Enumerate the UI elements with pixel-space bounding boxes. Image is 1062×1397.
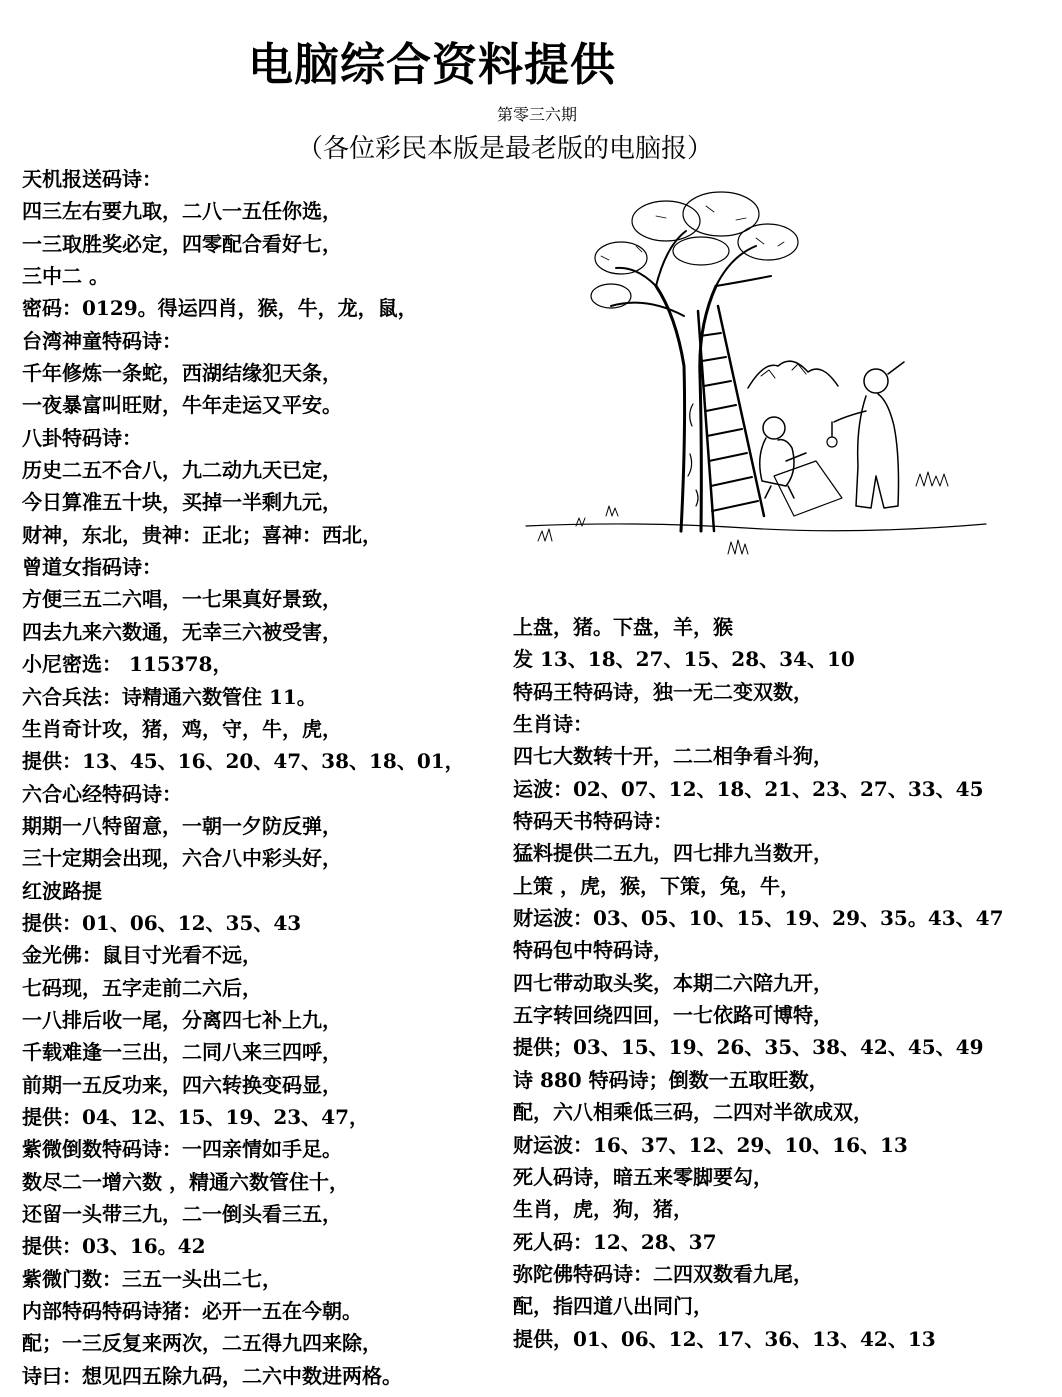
left-text-column — [22, 168, 465, 1397]
left-column-line: 紫微倒数特码诗：一四亲情如手足。 — [22, 1137, 342, 1162]
left-column-line: 历史二五不合八，九二动九天已定， — [22, 458, 342, 483]
right-column-line: 死人码诗，暗五来零脚要勾， — [513, 1164, 773, 1189]
left-column-line: 内部特码特码诗猪：必开一五在今朝。 — [22, 1299, 362, 1324]
left-column-line: 提供：03、16。42 — [22, 1234, 206, 1259]
left-column-line: 数尽二一增六数 ，精通六数管住十， — [22, 1169, 349, 1194]
right-column-line: 四七带动取头奖，本期二六陪九开， — [513, 970, 833, 995]
left-column-line: 期期一八特留意，一朝一夕防反弹， — [22, 813, 342, 838]
left-column-line: 生肖奇计攻，猪，鸡，守，牛，虎， — [22, 716, 342, 741]
right-column-line: 提供；03、15、19、26、35、38、42、45、49 — [513, 1035, 984, 1060]
subtitle: （各位彩民本版是最老版的电脑报） — [297, 134, 714, 164]
right-column-line: 五字转回绕四回，一七依路可博特， — [513, 1003, 833, 1028]
issue-number: 第零三六期 — [497, 105, 578, 124]
left-column-line: 千载难逢一三出，二同八来三四呼， — [22, 1040, 342, 1065]
right-column-line: 配，六八相乘低三码，二四对半欲成双， — [513, 1100, 873, 1125]
left-column-line: 一三取胜奖必定，四零配合看好七， — [22, 231, 342, 256]
right-column-line: 猛料提供二五九，四七排九当数开， — [513, 841, 833, 866]
left-column-line: 台湾神童特码诗： — [22, 328, 182, 353]
right-column-line: 发 13、18、27、15、28、34、10 — [513, 647, 855, 672]
left-column-line: 财神，东北，贵神：正北；喜神：西北， — [22, 522, 382, 547]
right-column-line: 生肖诗： — [513, 712, 593, 737]
right-column-line: 弥陀佛特码诗：二四双数看九尾， — [513, 1261, 813, 1286]
left-column-line: 密码：0129。得运四肖，猴，牛，龙，鼠， — [22, 296, 418, 321]
right-column-line: 诗 880 特码诗；倒数一五取旺数， — [513, 1067, 829, 1092]
left-column-line: 今日算准五十块，买掉一半剩九元， — [22, 490, 342, 515]
right-column-line: 特码包中特码诗， — [513, 938, 673, 963]
right-column-line: 运波：02、07、12、18、21、23、27、33、45 — [513, 776, 984, 801]
left-column-line: 六合心经特码诗： — [22, 781, 182, 806]
left-column-line: 配；一三反复来两次，二五得九四来除， — [22, 1331, 382, 1356]
right-text-column — [513, 616, 1004, 1360]
page-title: 电脑综合资料提供 — [248, 38, 617, 91]
left-column-line: 方便三五二六唱，一七果真好景致， — [22, 587, 342, 612]
left-column-line: 金光佛：鼠目寸光看不远， — [22, 943, 262, 968]
left-column-line: 紫微门数：三五一头出二七， — [22, 1266, 282, 1291]
tree-ladder-illustration — [516, 176, 992, 580]
right-column-line: 特码天书特码诗： — [513, 809, 673, 834]
left-column-line: 红波路提 — [22, 878, 102, 903]
left-column-line: 七码现，五字走前二六后， — [22, 975, 262, 1000]
left-column-line: 还留一头带三九，二一倒头看三五， — [22, 1202, 342, 1226]
right-column-line: 配，指四道八出同门， — [513, 1294, 713, 1319]
left-column-line: 四三左右要九取，二八一五任你选， — [22, 199, 342, 224]
left-column-line: 六合兵法：诗精通六数管住 11。 — [22, 684, 317, 709]
right-column-line: 财运波：03、05、10、15、19、29、35。43、47 — [513, 906, 1004, 931]
left-column-line: 三十定期会出现，六合八中彩头好， — [22, 846, 342, 871]
left-column-line: 提供：13、45、16、20、47、38、18、01， — [22, 749, 465, 774]
left-column-line: 三中二 。 — [22, 264, 109, 289]
left-column-line: 一夜暴富叫旺财，牛年走运又平安。 — [22, 393, 342, 418]
right-column-line: 上策 ，虎，猴，下策，兔，牛， — [513, 873, 800, 898]
right-column-line: 上盘，猪。下盘，羊，猴 — [513, 615, 733, 639]
left-column-line: 提供：01、06、12、35、43 — [22, 910, 302, 935]
left-column-line: 四去九来六数通，无幸三六被受害， — [22, 619, 342, 644]
left-column-line: 小尼密选： 115378， — [22, 652, 233, 677]
left-column-line: 一八排后收一尾，分离四七补上九， — [22, 1007, 342, 1032]
right-column-line: 死人码：12、28、37 — [513, 1229, 717, 1254]
right-column-line: 四七大数转十开，二二相争看斗狗， — [513, 744, 833, 769]
left-column-line: 诗曰：想见四五除九码，二六中数进两格。 — [22, 1363, 402, 1388]
left-column-line: 提供：04、12、15、19、23、47， — [22, 1104, 369, 1129]
left-column-line: 八卦特码诗： — [22, 425, 142, 450]
right-column-line: 特码王特码诗，独一无二变双数， — [513, 679, 813, 704]
left-column-line: 前期一五反功来，四六转换变码显， — [22, 1072, 342, 1097]
left-column-line: 曾道女指码诗： — [22, 555, 162, 580]
left-column-line: 千年修炼一条蛇，西湖结缘犯天条， — [22, 361, 342, 386]
right-column-line: 财运波：16、37、12、29、10、16、13 — [513, 1132, 908, 1157]
left-column-line: 天机报送码诗： — [22, 167, 162, 191]
right-column-line: 生肖，虎，狗，猪， — [513, 1197, 693, 1222]
right-column-line: 提供，01、06、12、17、36、13、42、13 — [513, 1326, 936, 1351]
